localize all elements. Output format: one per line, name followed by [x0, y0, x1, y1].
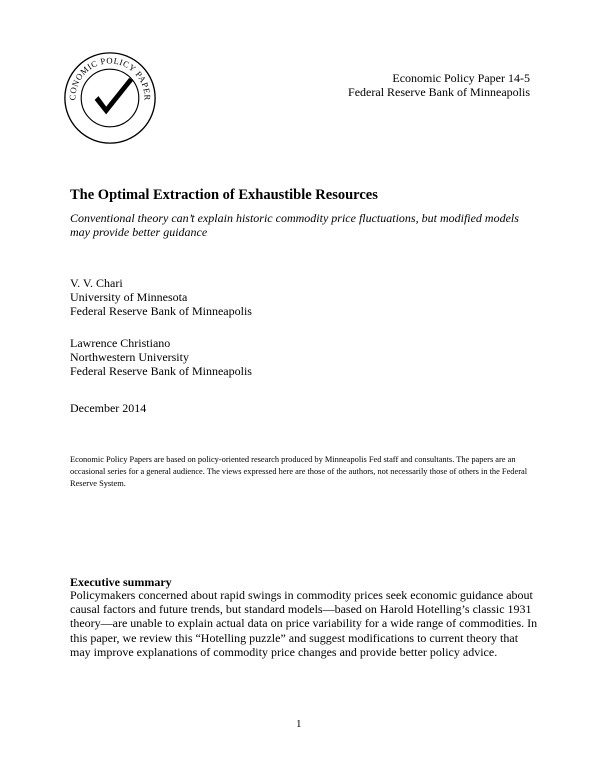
- page-number: 1: [296, 718, 302, 730]
- author-block: [70, 336, 252, 378]
- author-name: V. V. Chari: [70, 276, 123, 290]
- paper-identifier: [348, 71, 530, 99]
- author-affiliation: Federal Reserve Bank of Minneapolis: [70, 364, 252, 378]
- logo-arc-text: CONOMIC POLICY PAPER: [67, 55, 153, 101]
- svg-text:ECONOMIC POLICY PAPERS: [62, 50, 153, 101]
- author-name: Lawrence Christiano: [70, 336, 171, 350]
- paper-title: The Optimal Extraction of Exhaustible Resources: [70, 187, 378, 203]
- executive-summary-body: Policymakers concerned about rapid swings in commodity prices seek economic guidance about causal factors and future trends, but standard models—based on Harold Hotelling’s classic 1931 theory—are unable to explain actual data on price variability for a wide range of commodities. In this paper, we review this “Hotelling puzzle” and suggest modifications to current theory that may improve explanations of commodity price changes and provide better policy advice.: [70, 588, 538, 659]
- paper-number: Economic Policy Paper 14-5: [392, 71, 530, 85]
- author-block: [70, 276, 252, 318]
- author-affiliation: Northwestern University: [70, 350, 189, 364]
- checkmark-seal-icon: [62, 50, 158, 146]
- author-affiliation: University of Minnesota: [70, 290, 188, 304]
- publication-date: December 2014: [70, 401, 147, 415]
- author-affiliation: Federal Reserve Bank of Minneapolis: [70, 304, 252, 318]
- economic-policy-papers-logo: [62, 50, 158, 146]
- executive-summary-heading: Executive summary: [70, 575, 172, 589]
- disclaimer-text: Economic Policy Papers are based on policy-oriented research produced by Minneapolis Fed staff and consultants. The papers are an occasional series for a general audience. The views expressed here are those of the authors, not necessarily those of others in the Federal Reserve System.: [70, 455, 528, 488]
- publisher: Federal Reserve Bank of Minneapolis: [348, 85, 530, 99]
- paper-subtitle: Conventional theory can’t explain historic commodity price fluctuations, but modified models may provide better guidance: [70, 211, 519, 239]
